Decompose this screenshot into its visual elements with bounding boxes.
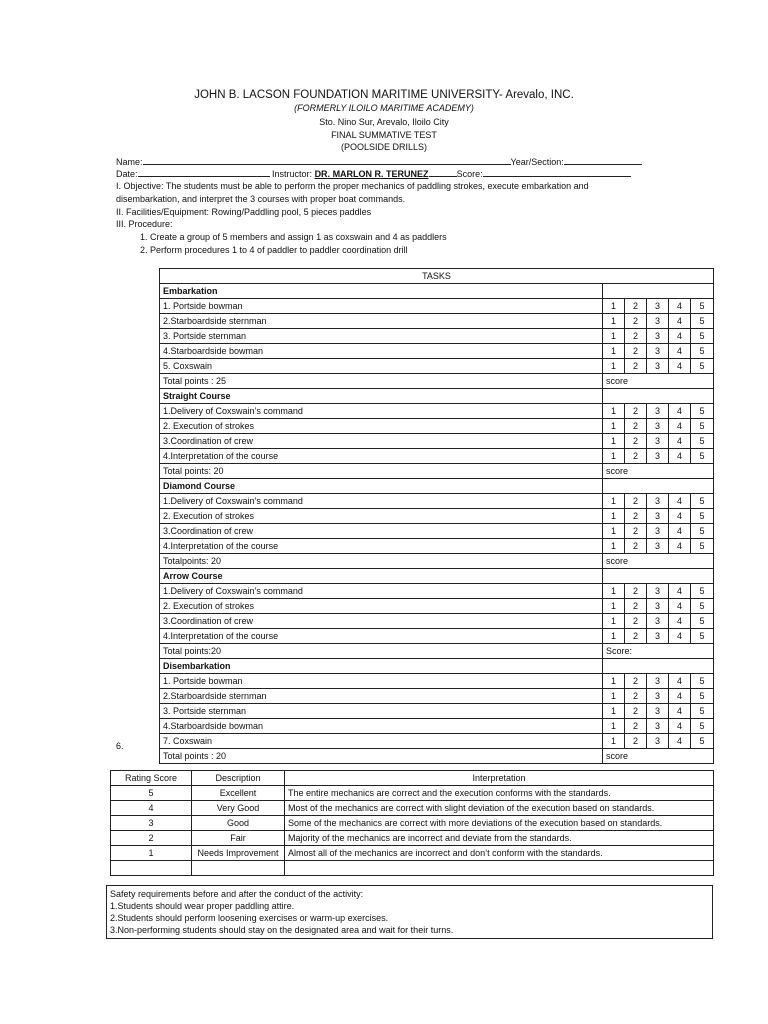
- rating-option[interactable]: 5: [691, 704, 714, 719]
- task-row: [160, 449, 714, 464]
- section-blank-cell: [603, 479, 714, 494]
- rating-option[interactable]: 4: [669, 314, 691, 329]
- score-cell[interactable]: score: [603, 554, 714, 569]
- date-label: Date:: [116, 169, 138, 179]
- total-points: Totalpoints: 20: [160, 554, 603, 569]
- instructor-name: DR. MARLON R. TERUNEZ: [314, 169, 429, 179]
- rating-option[interactable]: 4: [669, 524, 691, 539]
- task-row: [160, 509, 714, 524]
- rating-option[interactable]: 3: [647, 404, 669, 419]
- rating-option[interactable]: 4: [669, 359, 691, 374]
- rating-option[interactable]: 2: [625, 734, 647, 749]
- rating-option[interactable]: 2: [625, 629, 647, 644]
- task-label: 4.Starboardside bowman: [160, 344, 603, 359]
- section-title: Disembarkation: [160, 659, 603, 674]
- task-row: [160, 329, 714, 344]
- task-label: 1.Delivery of Coxswain’s command: [160, 584, 603, 599]
- total-row: [160, 464, 714, 479]
- task-label: 4.Interpretation of the course: [160, 629, 603, 644]
- date-row: [116, 167, 716, 180]
- rating-option[interactable]: 5: [691, 449, 714, 464]
- rating-option[interactable]: 2: [625, 599, 647, 614]
- rating-description: Very Good: [192, 801, 285, 816]
- rating-option[interactable]: 2: [625, 584, 647, 599]
- total-points: Total points : 25: [160, 374, 603, 389]
- rating-option[interactable]: 4: [669, 539, 691, 554]
- rating-interpretation: Almost all of the mechanics are incorrect and don’t conform with the standards.: [285, 846, 714, 861]
- task-row: [160, 419, 714, 434]
- rating-option[interactable]: 4: [669, 629, 691, 644]
- rubric-header: Rating Score: [111, 771, 192, 786]
- rubric-row: [111, 786, 714, 801]
- task-label: 1. Portside bowman: [160, 674, 603, 689]
- rating-option[interactable]: 3: [647, 584, 669, 599]
- total-row: [160, 749, 714, 764]
- task-row: [160, 524, 714, 539]
- rating-score: 2: [111, 831, 192, 846]
- objective-line-2: disembarkation, and interpret the 3 courses with proper boat commands.: [116, 194, 406, 204]
- section-title: Diamond Course: [160, 479, 603, 494]
- rating-option[interactable]: 2: [625, 509, 647, 524]
- rating-option[interactable]: 4: [669, 344, 691, 359]
- score-cell[interactable]: score: [603, 464, 714, 479]
- safety-item: 2.Students should perform loosening exercises or warm-up exercises.: [110, 913, 389, 923]
- rating-score: 1: [111, 846, 192, 861]
- rating-option[interactable]: 3: [647, 614, 669, 629]
- date-field[interactable]: [138, 167, 270, 177]
- procedure-step-1: 1. Create a group of 5 members and assign 1 as coxswain and 4 as paddlers: [140, 232, 447, 242]
- task-row: [160, 344, 714, 359]
- rating-option[interactable]: 3: [647, 689, 669, 704]
- rating-option[interactable]: 1: [603, 689, 625, 704]
- rating-option[interactable]: 3: [647, 704, 669, 719]
- safety-item: 1.Students should wear proper paddling attire.: [110, 901, 295, 911]
- section-row: [160, 569, 714, 584]
- rating-option[interactable]: 5: [691, 719, 714, 734]
- total-points: Total points : 20: [160, 749, 603, 764]
- rating-option[interactable]: 2: [625, 359, 647, 374]
- university-name: JOHN B. LACSON FOUNDATION MARITIME UNIVERSITY- Arevalo, INC.: [194, 89, 574, 101]
- rubric-header: Description: [192, 771, 285, 786]
- section-row: [160, 659, 714, 674]
- rating-option[interactable]: 1: [603, 359, 625, 374]
- rating-option[interactable]: 5: [691, 629, 714, 644]
- rating-option[interactable]: 1: [603, 584, 625, 599]
- rating-option[interactable]: 5: [691, 434, 714, 449]
- rubric-row: [111, 846, 714, 861]
- rating-option[interactable]: 4: [669, 449, 691, 464]
- rating-option[interactable]: 2: [625, 674, 647, 689]
- task-row: [160, 629, 714, 644]
- task-label: 4.Starboardside bowman: [160, 719, 603, 734]
- rating-option[interactable]: 1: [603, 524, 625, 539]
- rating-option[interactable]: 5: [691, 674, 714, 689]
- rating-option[interactable]: 5: [691, 614, 714, 629]
- total-row: [160, 644, 714, 659]
- score-cell[interactable]: score: [603, 374, 714, 389]
- rating-option[interactable]: 1: [603, 614, 625, 629]
- name-label: Name:: [116, 157, 143, 167]
- facilities: II. Facilities/Equipment: Rowing/Paddling pool, 5 pieces paddles: [116, 207, 372, 217]
- rubric-header: Interpretation: [285, 771, 714, 786]
- rating-score: 4: [111, 801, 192, 816]
- section-blank-cell: [603, 569, 714, 584]
- rubric-row: [111, 816, 714, 831]
- rating-option[interactable]: 4: [669, 404, 691, 419]
- rating-option[interactable]: 1: [603, 509, 625, 524]
- task-label: 5. Coxswain: [160, 359, 603, 374]
- tasks-table: [159, 268, 714, 764]
- rating-option[interactable]: 2: [625, 299, 647, 314]
- rubric-empty-cell: [285, 861, 714, 876]
- rating-option[interactable]: 3: [647, 599, 669, 614]
- rating-option[interactable]: 3: [647, 734, 669, 749]
- rating-option[interactable]: 2: [625, 314, 647, 329]
- rating-option[interactable]: 2: [625, 719, 647, 734]
- rating-option[interactable]: 5: [691, 404, 714, 419]
- rating-interpretation: The entire mechanics are correct and the execution conforms with the standards.: [285, 786, 714, 801]
- rating-option[interactable]: 4: [669, 719, 691, 734]
- rating-option[interactable]: 4: [669, 704, 691, 719]
- task-row: [160, 299, 714, 314]
- task-label: 3. Portside sternman: [160, 704, 603, 719]
- rating-option[interactable]: 1: [603, 719, 625, 734]
- year-section-label: Year/Section:: [510, 157, 564, 167]
- rating-option[interactable]: 1: [603, 449, 625, 464]
- rating-option[interactable]: 4: [669, 509, 691, 524]
- task-label: 2. Execution of strokes: [160, 599, 603, 614]
- rubric-row: [111, 831, 714, 846]
- total-points: Total points: 20: [160, 464, 603, 479]
- procedure-label: III. Procedure:: [116, 219, 173, 229]
- total-row: [160, 554, 714, 569]
- rating-option[interactable]: 5: [691, 689, 714, 704]
- total-row: [160, 374, 714, 389]
- objective-line-1: I. Objective: The students must be able to perform the proper mechanics of paddling strokes, execute embarkation and: [116, 181, 589, 191]
- section-title: Arrow Course: [160, 569, 603, 584]
- test-title: FINAL SUMMATIVE TEST: [331, 130, 437, 140]
- safety-heading: Safety requirements before and after the conduct of the activity:: [110, 889, 364, 899]
- rating-option[interactable]: 5: [691, 359, 714, 374]
- rating-option[interactable]: 5: [691, 599, 714, 614]
- task-label: 1.Delivery of Coxswain’s command: [160, 404, 603, 419]
- task-label: 2. Execution of strokes: [160, 509, 603, 524]
- task-row: [160, 599, 714, 614]
- rating-option[interactable]: 1: [603, 329, 625, 344]
- rating-description: Good: [192, 816, 285, 831]
- safety-item: 3.Non-performing students should stay on the designated area and wait for their turns.: [110, 925, 454, 935]
- rating-option[interactable]: 2: [625, 419, 647, 434]
- rating-option[interactable]: 5: [691, 539, 714, 554]
- rating-option[interactable]: 3: [647, 434, 669, 449]
- rating-score: 3: [111, 816, 192, 831]
- task-row: [160, 434, 714, 449]
- rating-option[interactable]: 5: [691, 419, 714, 434]
- section-blank-cell: [603, 659, 714, 674]
- tasks-header-row: [160, 269, 714, 284]
- rating-option[interactable]: 1: [603, 704, 625, 719]
- task-row: [160, 584, 714, 599]
- rating-option[interactable]: 2: [625, 524, 647, 539]
- task-row: [160, 494, 714, 509]
- rating-description: Fair: [192, 831, 285, 846]
- task-label: 4.Interpretation of the course: [160, 449, 603, 464]
- rubric-row: [111, 801, 714, 816]
- rating-option[interactable]: 2: [625, 434, 647, 449]
- rating-option[interactable]: 1: [603, 494, 625, 509]
- rating-interpretation: Most of the mechanics are correct with slight deviation of the execution based on standards.: [285, 801, 714, 816]
- task-row: [160, 704, 714, 719]
- task-label: 3.Coordination of crew: [160, 524, 603, 539]
- margin-number: 6.: [116, 741, 124, 751]
- rating-option[interactable]: 3: [647, 539, 669, 554]
- rating-option[interactable]: 4: [669, 419, 691, 434]
- task-row: [160, 719, 714, 734]
- rating-option[interactable]: 3: [647, 299, 669, 314]
- rating-option[interactable]: 3: [647, 344, 669, 359]
- section-title: Embarkation: [160, 284, 603, 299]
- rating-option[interactable]: 1: [603, 734, 625, 749]
- year-section-field[interactable]: [564, 155, 642, 165]
- rubric-empty-cell: [111, 861, 192, 876]
- score-cell[interactable]: score: [603, 749, 714, 764]
- task-row: [160, 314, 714, 329]
- section-blank-cell: [603, 389, 714, 404]
- tasks-header: TASKS: [160, 269, 714, 284]
- former-name: (FORMERLY ILOILO MARITIME ACADEMY): [294, 103, 474, 113]
- rubric-table: [110, 770, 714, 876]
- rating-option[interactable]: 5: [691, 734, 714, 749]
- rating-option[interactable]: 2: [625, 449, 647, 464]
- rating-option[interactable]: 3: [647, 329, 669, 344]
- rating-interpretation: Some of the mechanics are correct with more deviations of the execution based on standards.: [285, 816, 714, 831]
- task-label: 7. Coxswain: [160, 734, 603, 749]
- rating-option[interactable]: 3: [647, 509, 669, 524]
- score-label: Score:: [456, 169, 483, 179]
- section-row: [160, 284, 714, 299]
- section-row: [160, 389, 714, 404]
- task-label: 4.Interpretation of the course: [160, 539, 603, 554]
- rating-option[interactable]: 1: [603, 434, 625, 449]
- rating-option[interactable]: 4: [669, 329, 691, 344]
- task-row: [160, 404, 714, 419]
- rating-option[interactable]: 3: [647, 314, 669, 329]
- rating-option[interactable]: 1: [603, 314, 625, 329]
- rating-option[interactable]: 3: [647, 359, 669, 374]
- rating-description: Excellent: [192, 786, 285, 801]
- rating-option[interactable]: 3: [647, 494, 669, 509]
- task-row: [160, 614, 714, 629]
- task-label: 1. Portside bowman: [160, 299, 603, 314]
- task-label: 3.Coordination of crew: [160, 434, 603, 449]
- rating-option[interactable]: 4: [669, 434, 691, 449]
- task-row: [160, 539, 714, 554]
- rubric-empty-cell: [192, 861, 285, 876]
- rating-option[interactable]: 1: [603, 344, 625, 359]
- rating-option[interactable]: 1: [603, 629, 625, 644]
- rating-option[interactable]: 2: [625, 704, 647, 719]
- rating-option[interactable]: 2: [625, 614, 647, 629]
- rating-option[interactable]: 2: [625, 539, 647, 554]
- rating-description: Needs Improvement: [192, 846, 285, 861]
- rating-option[interactable]: 4: [669, 689, 691, 704]
- rating-option[interactable]: 1: [603, 404, 625, 419]
- score-field[interactable]: [483, 167, 631, 177]
- rating-option[interactable]: 3: [647, 629, 669, 644]
- rating-option[interactable]: 5: [691, 509, 714, 524]
- rating-option[interactable]: 1: [603, 299, 625, 314]
- rating-option[interactable]: 4: [669, 494, 691, 509]
- rating-option[interactable]: 5: [691, 314, 714, 329]
- rating-option[interactable]: 3: [647, 674, 669, 689]
- rating-option[interactable]: 4: [669, 299, 691, 314]
- rating-option[interactable]: 1: [603, 539, 625, 554]
- task-label: 2.Starboardside sternman: [160, 689, 603, 704]
- task-label: 2. Execution of strokes: [160, 419, 603, 434]
- rating-option[interactable]: 4: [669, 674, 691, 689]
- rating-option[interactable]: 5: [691, 584, 714, 599]
- rating-option[interactable]: 5: [691, 299, 714, 314]
- rating-option[interactable]: 2: [625, 344, 647, 359]
- rating-option[interactable]: 5: [691, 524, 714, 539]
- score-cell[interactable]: Score:: [603, 644, 714, 659]
- rating-option[interactable]: 4: [669, 599, 691, 614]
- task-row: [160, 734, 714, 749]
- rating-option[interactable]: 3: [647, 419, 669, 434]
- total-points: Total points:20: [160, 644, 603, 659]
- address: Sto. Nino Sur, Arevalo, Iloilo City: [319, 117, 449, 127]
- rating-option[interactable]: 1: [603, 419, 625, 434]
- rating-option[interactable]: 4: [669, 614, 691, 629]
- rating-option[interactable]: 2: [625, 404, 647, 419]
- rating-option[interactable]: 2: [625, 494, 647, 509]
- rating-interpretation: Majority of the mechanics are incorrect and deviate from the standards.: [285, 831, 714, 846]
- rating-option[interactable]: 2: [625, 329, 647, 344]
- rating-option[interactable]: 1: [603, 599, 625, 614]
- test-subtitle: (POOLSIDE DRILLS): [340, 142, 428, 152]
- task-label: 3. Portside sternman: [160, 329, 603, 344]
- rating-option[interactable]: 5: [691, 494, 714, 509]
- instructor-label: Instructor:: [272, 169, 313, 179]
- rating-option[interactable]: 5: [691, 329, 714, 344]
- rating-option[interactable]: 3: [647, 524, 669, 539]
- rating-option[interactable]: 3: [647, 719, 669, 734]
- task-row: [160, 674, 714, 689]
- rating-option[interactable]: 1: [603, 674, 625, 689]
- safety-requirements: [106, 885, 713, 939]
- rating-option[interactable]: 5: [691, 344, 714, 359]
- task-row: [160, 359, 714, 374]
- rating-option[interactable]: 4: [669, 734, 691, 749]
- procedure-step-2: 2. Perform procedures 1 to 4 of paddler to paddler coordination drill: [140, 245, 408, 255]
- task-row: [160, 689, 714, 704]
- instructor-underline: [429, 167, 457, 177]
- rating-option[interactable]: 4: [669, 584, 691, 599]
- rubric-empty-row: [111, 861, 714, 876]
- section-row: [160, 479, 714, 494]
- name-field[interactable]: [143, 155, 511, 165]
- rubric-header-row: [111, 771, 714, 786]
- task-label: 2.Starboardside sternman: [160, 314, 603, 329]
- task-label: 3.Coordination of crew: [160, 614, 603, 629]
- rating-option[interactable]: 3: [647, 449, 669, 464]
- rating-score: 5: [111, 786, 192, 801]
- section-title: Straight Course: [160, 389, 603, 404]
- task-label: 1.Delivery of Coxswain’s command: [160, 494, 603, 509]
- rating-option[interactable]: 2: [625, 689, 647, 704]
- section-blank-cell: [603, 284, 714, 299]
